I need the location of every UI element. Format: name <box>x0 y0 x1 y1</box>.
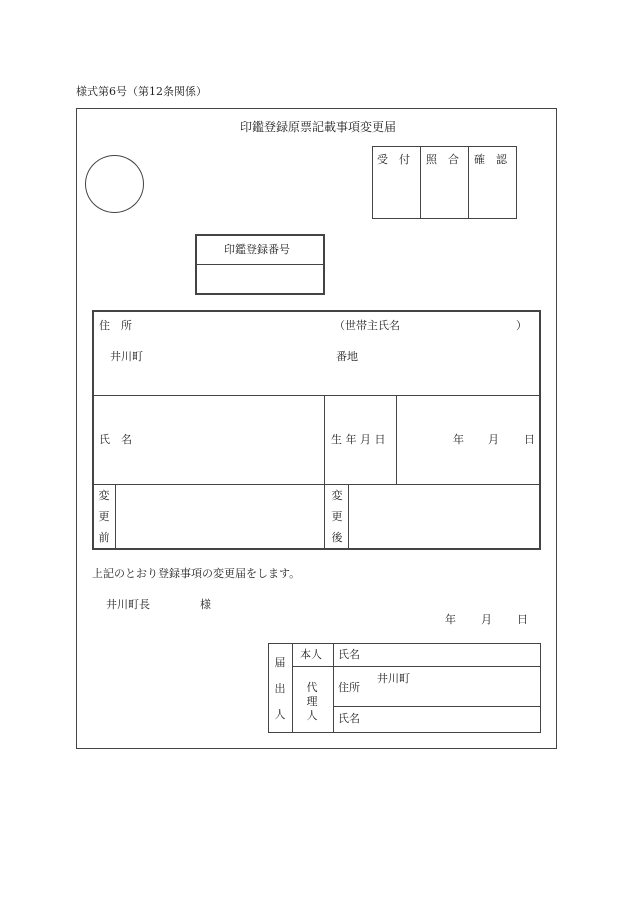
after-change-field[interactable] <box>350 486 538 547</box>
stamp-box-divider <box>420 146 421 219</box>
applicant-self-name-field[interactable] <box>365 645 538 664</box>
addressee-honorific: 様 <box>200 598 211 611</box>
household-head-label: （世帯主氏名 <box>334 319 400 332</box>
address-field[interactable] <box>150 346 330 364</box>
agent-address-label: 住所 <box>338 681 360 694</box>
stamp-box-divider <box>468 146 469 219</box>
name-label: 氏 名 <box>99 433 132 446</box>
banchi-label: 番地 <box>336 350 358 363</box>
registration-number-divider <box>196 264 324 265</box>
household-head-field[interactable] <box>402 316 512 334</box>
applicant-table-col-divider <box>333 643 334 733</box>
stamp-box-collation-label: 照 合 <box>426 153 459 166</box>
birthdate-month-label: 月 <box>488 433 499 446</box>
registration-number-label: 印鑑登録番号 <box>224 243 290 256</box>
household-head-close: ） <box>516 319 527 332</box>
main-table-row-divider <box>93 484 540 485</box>
registration-number-field[interactable] <box>197 266 323 293</box>
agent-name-label: 氏名 <box>338 712 360 725</box>
applicant-table-row-divider <box>333 706 541 707</box>
agent-address-field[interactable] <box>365 668 538 704</box>
submit-date-day-label: 日 <box>517 613 528 626</box>
declaration-statement: 上記のとおり登録事項の変更届をします。 <box>92 567 301 580</box>
birthdate-day-label: 日 <box>524 433 535 446</box>
applicant-table-row-divider <box>292 666 541 667</box>
submit-date-month-label: 月 <box>481 613 492 626</box>
stamp-box-reception-label: 受 付 <box>377 153 410 166</box>
submit-date-year-label: 年 <box>445 613 456 626</box>
seal-circle <box>85 155 144 213</box>
address-label: 住 所 <box>99 319 132 332</box>
agent-address-town: 井川町 <box>377 672 410 685</box>
before-change-field[interactable] <box>117 486 322 547</box>
form-title: 印鑑登録原票記載事項変更届 <box>240 120 397 134</box>
main-table-row-divider <box>93 395 540 396</box>
birthdate-year-label: 年 <box>453 433 464 446</box>
form-number-label: 様式第6号（第12条関係） <box>76 85 207 98</box>
after-change-label: 変 更 後 <box>331 489 343 544</box>
main-table-col-divider <box>396 395 397 484</box>
applicant-label: 届 出 人 <box>274 656 286 721</box>
name-field[interactable] <box>140 400 320 480</box>
agent-name-field[interactable] <box>365 708 538 731</box>
birthdate-label: 生 年 月 日 <box>331 433 386 446</box>
before-change-label: 変 更 前 <box>98 489 110 544</box>
applicant-name-label: 氏名 <box>338 648 360 661</box>
addressee-mayor: 井川町長 <box>106 598 150 611</box>
main-table-col-divider <box>348 484 349 549</box>
agent-label: 代 理 人 <box>306 681 318 722</box>
address-town-name: 井川町 <box>110 350 143 363</box>
main-table-col-divider <box>324 395 325 549</box>
applicant-table-col-divider <box>292 643 293 733</box>
self-label: 本人 <box>300 648 322 661</box>
main-table-col-divider <box>115 484 116 549</box>
stamp-box-confirm-label: 確 認 <box>474 153 507 166</box>
